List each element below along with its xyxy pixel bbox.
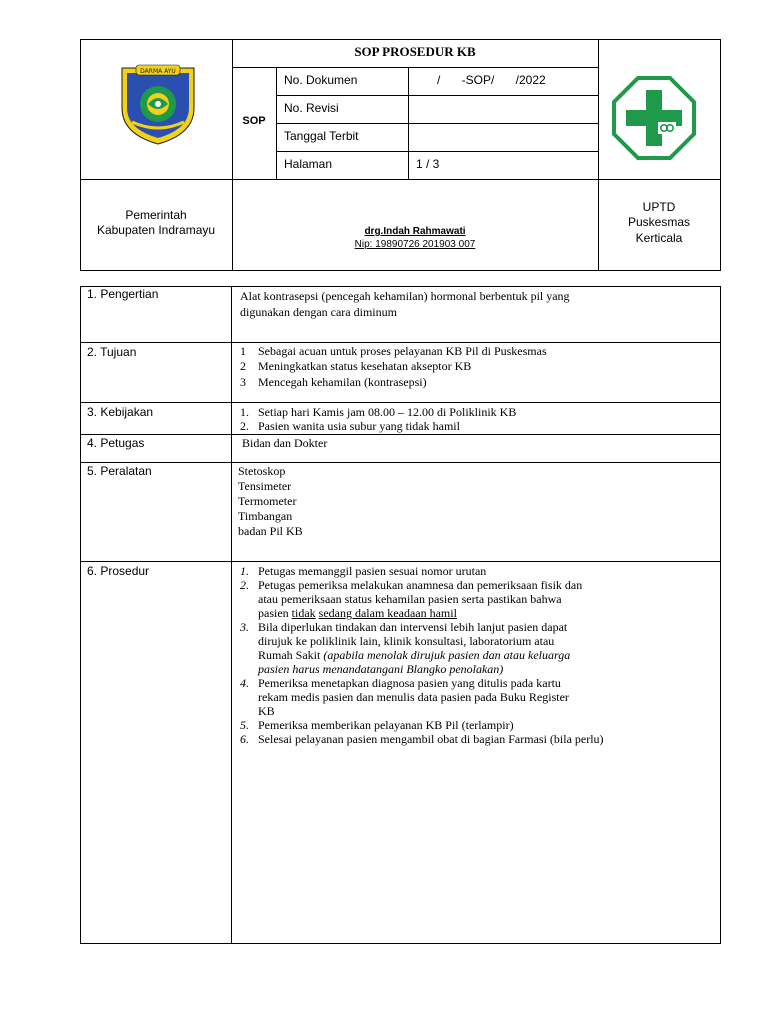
prosedur-step-2-line-2: atau pemeriksaan status kehamilan pasien serta pastikan bahwa [258,592,562,606]
peralatan-item: Stetoskop [238,464,286,478]
value-halaman: 1 / 3 [416,157,440,171]
label-peralatan: 5. Peralatan [87,464,152,478]
peralatan-item: badan Pil KB [238,524,303,538]
underlined-text: sedang dalam keadaan hamil [318,606,457,620]
tujuan-item: Meningkatkan status kesehatan akseptor KB [258,359,472,373]
prosedur-step-4-line-3: KB [258,704,275,718]
prosedur-number: 4. [240,676,249,690]
sop-label: SOP [242,115,266,127]
puskesmas-logo-icon [612,76,696,160]
label-tujuan: 2. Tujuan [87,345,137,359]
left-org-line-2: Kabupaten Indramayu [96,223,216,237]
svg-text:DARMA AYU: DARMA AYU [140,68,176,75]
prosedur-step-4-line-2: rekam medis pasien dan menulis data pasien pada Buku Register [258,690,569,704]
tujuan-item: Mencegah kehamilan (kontrasepsi) [258,375,427,389]
right-org-line-2: Puskesmas [627,215,691,229]
tujuan-number: 2 [240,359,246,373]
label-tanggal-terbit: Tanggal Terbit [284,129,359,143]
kebijakan-number: 2. [240,419,249,433]
tujuan-item: Sebagai acuan untuk proses pelayanan KB Pil di Puskesmas [258,344,547,358]
right-org-line-1: UPTD [642,200,676,214]
peralatan-item: Tensimeter [238,479,292,493]
prosedur-number: 6. [240,732,249,746]
value-no-dokumen: / -SOP/ /2022 [437,73,546,87]
pengertian-line-1: Alat kontrasepsi (pencegah kehamilan) hormonal berbentuk pil yang [240,289,570,303]
prosedur-number: 1. [240,564,249,578]
text-span: pasien [258,606,292,620]
prosedur-step-2-line-3 [258,606,457,620]
signer-name: drg.Indah Rahmawati [364,226,466,237]
indramayu-logo-icon [118,62,198,146]
prosedur-step-3-line-2: dirujuk ke poliklinik lain, klinik konsultasi, laboratorium atau [258,634,555,648]
underlined-text: tidak [291,606,316,620]
tujuan-number: 3 [240,375,246,389]
kebijakan-item: Setiap hari Kamis jam 08.00 – 12.00 di Poliklinik KB [258,405,517,419]
kebijakan-number: 1. [240,405,249,419]
prosedur-step-6: Selesai pelayanan pasien mengambil obat di bagian Farmasi (bila perlu) [258,732,604,746]
prosedur-step-3-line-4: pasien harus menandatangani Blangko penolakan) [258,662,504,676]
label-petugas: 4. Petugas [87,436,145,450]
prosedur-number: 2. [240,578,249,592]
peralatan-item: Timbangan [238,509,293,523]
italic-text: (apabila menolak dirujuk pasien dan atau keluarga [323,648,571,662]
text-span: Rumah Sakit [258,648,324,662]
pengertian-line-2: digunakan dengan cara diminum [240,305,397,319]
prosedur-number: 3. [240,620,249,634]
prosedur-number: 5. [240,718,249,732]
prosedur-step-3-line-3 [258,648,570,662]
kebijakan-item: Pasien wanita usia subur yang tidak hamil [258,419,460,433]
label-no-dokumen: No. Dokumen [284,73,358,87]
label-kebijakan: 3. Kebijakan [87,405,154,419]
signer-nip: Nip: 19890726 201903 007 [354,239,476,250]
peralatan-item: Termometer [238,494,297,508]
label-halaman: Halaman [284,157,333,171]
prosedur-step-4-line-1: Pemeriksa menetapkan diagnosa pasien yang ditulis pada kartu [258,676,561,690]
tujuan-number: 1 [240,344,246,358]
petugas-text: Bidan dan Dokter [242,436,328,450]
label-prosedur: 6. Prosedur [87,564,150,578]
prosedur-step-2-line-1: Petugas pemeriksa melakukan anamnesa dan pemeriksaan fisik dan [258,578,583,592]
sop-title: SOP PROSEDUR KB [354,44,476,59]
prosedur-step-3-line-1: Bila diperlukan tindakan dan intervensi lebih lanjut pasien dapat [258,620,568,634]
prosedur-step-1: Petugas memanggil pasien sesuai nomor urutan [258,564,487,578]
prosedur-step-5: Pemeriksa memberikan pelayanan KB Pil (terlampir) [258,718,514,732]
label-no-revisi: No. Revisi [284,101,339,115]
label-pengertian: 1. Pengertian [87,287,159,301]
right-org-line-3: Kerticala [635,231,683,245]
left-org-line-1: Pemerintah [125,208,187,222]
